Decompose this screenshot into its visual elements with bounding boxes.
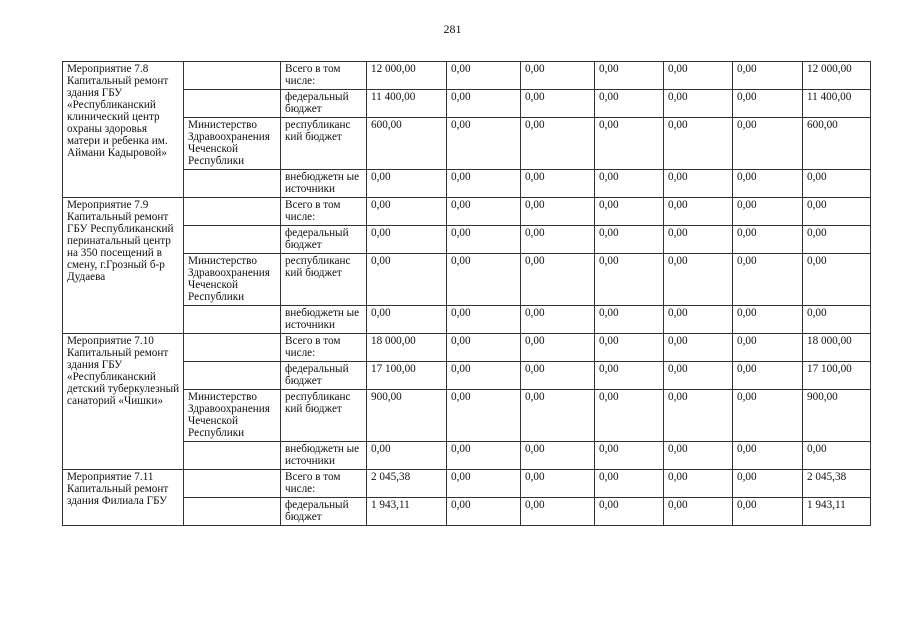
executor-cell: Министерство Здравоохранения Чеченской Республики xyxy=(184,118,281,170)
amount-cell: 0,00 xyxy=(447,62,521,90)
amount-cell: 0,00 xyxy=(521,170,595,198)
table-row xyxy=(63,470,871,498)
funding-source-cell: федеральный бюджет xyxy=(281,498,367,526)
amount-cell: 0,00 xyxy=(367,198,447,226)
amount-cell: 0,00 xyxy=(447,306,521,334)
table-row xyxy=(63,90,871,118)
executor-cell-empty xyxy=(184,170,281,198)
funding-source-cell: республиканс кий бюджет xyxy=(281,390,367,442)
amount-cell: 0,00 xyxy=(447,498,521,526)
amount-cell: 0,00 xyxy=(447,198,521,226)
event-name-cell: Мероприятие 7.9 Капитальный ремонт ГБУ Республиканский перинатальный центр на 350 посещений в смену, г.Грозный б-р Дудаева xyxy=(63,198,184,334)
table-row xyxy=(63,362,871,390)
amount-cell: 0,00 xyxy=(521,334,595,362)
table-row xyxy=(63,498,871,526)
amount-cell: 0,00 xyxy=(595,254,664,306)
amount-cell: 0,00 xyxy=(664,362,733,390)
amount-cell: 0,00 xyxy=(521,198,595,226)
amount-cell: 11 400,00 xyxy=(367,90,447,118)
amount-cell: 0,00 xyxy=(367,226,447,254)
event-name-cell: Мероприятие 7.11 Капитальный ремонт здания Филиала ГБУ xyxy=(63,470,184,526)
amount-cell: 0,00 xyxy=(664,470,733,498)
table-row xyxy=(63,306,871,334)
amount-cell: 0,00 xyxy=(447,254,521,306)
amount-cell: 0,00 xyxy=(521,118,595,170)
table-row xyxy=(63,442,871,470)
amount-cell: 0,00 xyxy=(664,198,733,226)
funding-source-cell: внебюджетн ые источники xyxy=(281,306,367,334)
amount-cell: 0,00 xyxy=(521,254,595,306)
amount-cell: 0,00 xyxy=(664,390,733,442)
amount-cell: 0,00 xyxy=(595,362,664,390)
executor-cell-empty xyxy=(184,470,281,498)
amount-cell: 0,00 xyxy=(733,442,803,470)
funding-source-cell: республиканс кий бюджет xyxy=(281,254,367,306)
executor-cell-empty xyxy=(184,90,281,118)
amount-cell: 0,00 xyxy=(521,90,595,118)
amount-cell: 600,00 xyxy=(803,118,871,170)
amount-cell: 0,00 xyxy=(733,254,803,306)
funding-source-cell: внебюджетн ые источники xyxy=(281,170,367,198)
executor-cell-empty xyxy=(184,306,281,334)
funding-source-cell: федеральный бюджет xyxy=(281,362,367,390)
amount-cell: 0,00 xyxy=(733,470,803,498)
executor-cell-empty xyxy=(184,198,281,226)
table-row xyxy=(63,334,871,362)
amount-cell: 0,00 xyxy=(664,306,733,334)
amount-cell: 0,00 xyxy=(664,118,733,170)
amount-cell: 0,00 xyxy=(367,306,447,334)
funding-source-cell: республиканс кий бюджет xyxy=(281,118,367,170)
table-row xyxy=(63,62,871,90)
table-row xyxy=(63,118,871,170)
executor-cell-empty xyxy=(184,498,281,526)
executor-cell: Министерство Здравоохранения Чеченской Республики xyxy=(184,254,281,306)
amount-cell: 0,00 xyxy=(447,334,521,362)
amount-cell: 0,00 xyxy=(733,362,803,390)
amount-cell: 0,00 xyxy=(521,362,595,390)
amount-cell: 0,00 xyxy=(447,226,521,254)
amount-cell: 0,00 xyxy=(803,226,871,254)
funding-source-cell: Всего в том числе: xyxy=(281,198,367,226)
executor-cell-empty xyxy=(184,62,281,90)
amount-cell: 0,00 xyxy=(521,442,595,470)
amount-cell: 0,00 xyxy=(521,470,595,498)
amount-cell: 0,00 xyxy=(803,442,871,470)
funding-source-cell: федеральный бюджет xyxy=(281,90,367,118)
executor-cell: Министерство Здравоохранения Чеченской Республики xyxy=(184,390,281,442)
amount-cell: 0,00 xyxy=(447,90,521,118)
funding-source-cell: Всего в том числе: xyxy=(281,334,367,362)
table-row xyxy=(63,390,871,442)
amount-cell: 0,00 xyxy=(733,90,803,118)
amount-cell: 0,00 xyxy=(595,62,664,90)
amount-cell: 0,00 xyxy=(521,62,595,90)
executor-cell-empty xyxy=(184,334,281,362)
amount-cell: 0,00 xyxy=(595,498,664,526)
table-row xyxy=(63,226,871,254)
amount-cell: 12 000,00 xyxy=(367,62,447,90)
amount-cell: 0,00 xyxy=(733,498,803,526)
amount-cell: 0,00 xyxy=(664,170,733,198)
amount-cell: 0,00 xyxy=(595,306,664,334)
amount-cell: 0,00 xyxy=(595,390,664,442)
amount-cell: 0,00 xyxy=(664,334,733,362)
amount-cell: 0,00 xyxy=(733,198,803,226)
amount-cell: 0,00 xyxy=(447,362,521,390)
amount-cell: 0,00 xyxy=(664,226,733,254)
amount-cell: 0,00 xyxy=(447,170,521,198)
budget-table xyxy=(62,61,871,526)
event-name-cell: Мероприятие 7.8 Капитальный ремонт здания ГБУ «Республиканский клинический центр охраны здоровья матери и ребенка им. Аймани Кадыровой» xyxy=(63,62,184,198)
amount-cell: 1 943,11 xyxy=(803,498,871,526)
funding-source-cell: Всего в том числе: xyxy=(281,62,367,90)
amount-cell: 0,00 xyxy=(664,62,733,90)
executor-cell-empty xyxy=(184,442,281,470)
executor-cell-empty xyxy=(184,362,281,390)
amount-cell: 0,00 xyxy=(367,170,447,198)
amount-cell: 18 000,00 xyxy=(803,334,871,362)
table-row xyxy=(63,170,871,198)
amount-cell: 600,00 xyxy=(367,118,447,170)
amount-cell: 0,00 xyxy=(595,442,664,470)
amount-cell: 0,00 xyxy=(803,306,871,334)
amount-cell: 0,00 xyxy=(367,442,447,470)
amount-cell: 0,00 xyxy=(447,442,521,470)
amount-cell: 0,00 xyxy=(595,170,664,198)
executor-cell-empty xyxy=(184,226,281,254)
amount-cell: 0,00 xyxy=(447,470,521,498)
amount-cell: 0,00 xyxy=(447,390,521,442)
amount-cell: 0,00 xyxy=(521,390,595,442)
amount-cell: 0,00 xyxy=(664,254,733,306)
event-name-cell: Мероприятие 7.10 Капитальный ремонт здания ГБУ «Республиканский детский туберкулезный санаторий «Чишки» xyxy=(63,334,184,470)
funding-source-cell: внебюджетн ые источники xyxy=(281,442,367,470)
amount-cell: 0,00 xyxy=(803,170,871,198)
amount-cell: 17 100,00 xyxy=(367,362,447,390)
amount-cell: 0,00 xyxy=(595,226,664,254)
amount-cell: 2 045,38 xyxy=(367,470,447,498)
amount-cell: 0,00 xyxy=(595,118,664,170)
amount-cell: 0,00 xyxy=(664,90,733,118)
amount-cell: 0,00 xyxy=(733,390,803,442)
funding-source-cell: федеральный бюджет xyxy=(281,226,367,254)
table-body xyxy=(63,62,871,526)
amount-cell: 0,00 xyxy=(803,254,871,306)
amount-cell: 0,00 xyxy=(447,118,521,170)
amount-cell: 0,00 xyxy=(367,254,447,306)
amount-cell: 0,00 xyxy=(521,498,595,526)
amount-cell: 0,00 xyxy=(595,198,664,226)
amount-cell: 0,00 xyxy=(733,334,803,362)
amount-cell: 11 400,00 xyxy=(803,90,871,118)
amount-cell: 17 100,00 xyxy=(803,362,871,390)
amount-cell: 0,00 xyxy=(733,170,803,198)
amount-cell: 0,00 xyxy=(733,306,803,334)
amount-cell: 0,00 xyxy=(733,226,803,254)
amount-cell: 0,00 xyxy=(664,498,733,526)
table-row xyxy=(63,254,871,306)
amount-cell: 900,00 xyxy=(803,390,871,442)
amount-cell: 12 000,00 xyxy=(803,62,871,90)
amount-cell: 0,00 xyxy=(595,90,664,118)
amount-cell: 0,00 xyxy=(733,62,803,90)
amount-cell: 0,00 xyxy=(595,334,664,362)
amount-cell: 0,00 xyxy=(664,442,733,470)
amount-cell: 2 045,38 xyxy=(803,470,871,498)
amount-cell: 0,00 xyxy=(803,198,871,226)
table-row xyxy=(63,198,871,226)
amount-cell: 0,00 xyxy=(521,226,595,254)
amount-cell: 0,00 xyxy=(733,118,803,170)
amount-cell: 1 943,11 xyxy=(367,498,447,526)
page-number: 281 xyxy=(443,22,462,36)
amount-cell: 0,00 xyxy=(521,306,595,334)
funding-source-cell: Всего в том числе: xyxy=(281,470,367,498)
amount-cell: 0,00 xyxy=(595,470,664,498)
amount-cell: 900,00 xyxy=(367,390,447,442)
amount-cell: 18 000,00 xyxy=(367,334,447,362)
